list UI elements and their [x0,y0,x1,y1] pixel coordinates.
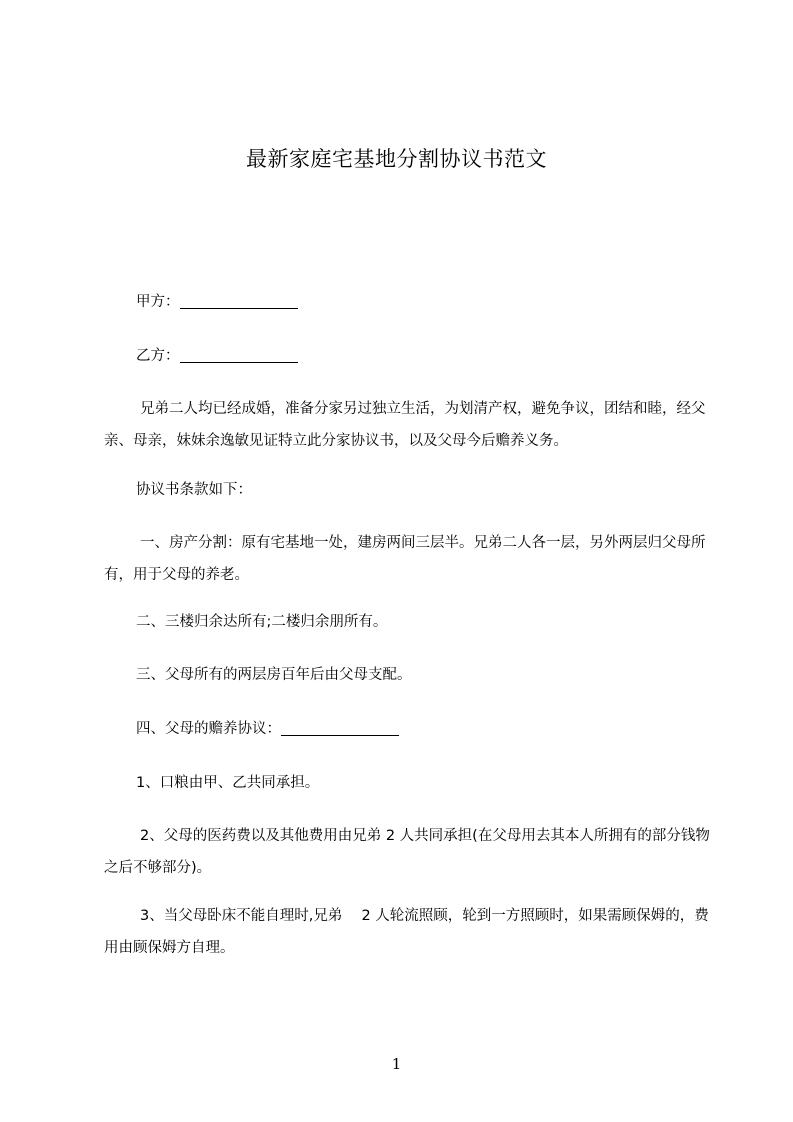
document-title: 最新家庭宅基地分割协议书范文 [246,147,547,171]
clause-4-blank [281,734,399,736]
party-b-line [104,340,716,372]
party-a-label: 甲方： [136,294,180,310]
terms-heading: 协议书条款如下： [136,482,252,498]
clause-1: 一、房产分割：原有宅基地一处，建房两间三层半。兄弟二人各一层，另外两层归父母所有，用于父母的养老。 [104,535,706,583]
party-b-label: 乙方： [136,348,180,364]
clause-4-label: 四、父母的赡养协议： [136,721,281,737]
party-a-blank [180,307,298,309]
clause-4-line [104,713,716,745]
party-b-blank [180,361,298,363]
page-number: 1 [391,1055,402,1073]
clause-3: 三、父母所有的两层房百年后由父母支配。 [136,667,412,683]
intro-paragraph: 兄弟二人均已经成婚，准备分家另过独立生活，为划清产权，避免争议，团结和睦，经父亲、母亲，妹妹余逸敏见证特立此分家协议书，以及父母今后赡养义务。 [104,401,706,449]
item-3: 3、当父母卧床不能自理时,兄弟 2 人轮流照顾，轮到一方照顾时，如果需顾保姆的，费用由顾保姆方自理。 [104,908,709,956]
item-2: 2、父母的医药费以及其他费用由兄弟 2 人共同承担(在父母用去其本人所拥有的部分钱物之后不够部分)。 [104,828,710,876]
clause-2: 二、三楼归余达所有;二楼归余朋所有。 [136,614,388,630]
item-1: 1、口粮由甲、乙共同承担。 [136,775,320,791]
party-a-line [104,286,716,318]
